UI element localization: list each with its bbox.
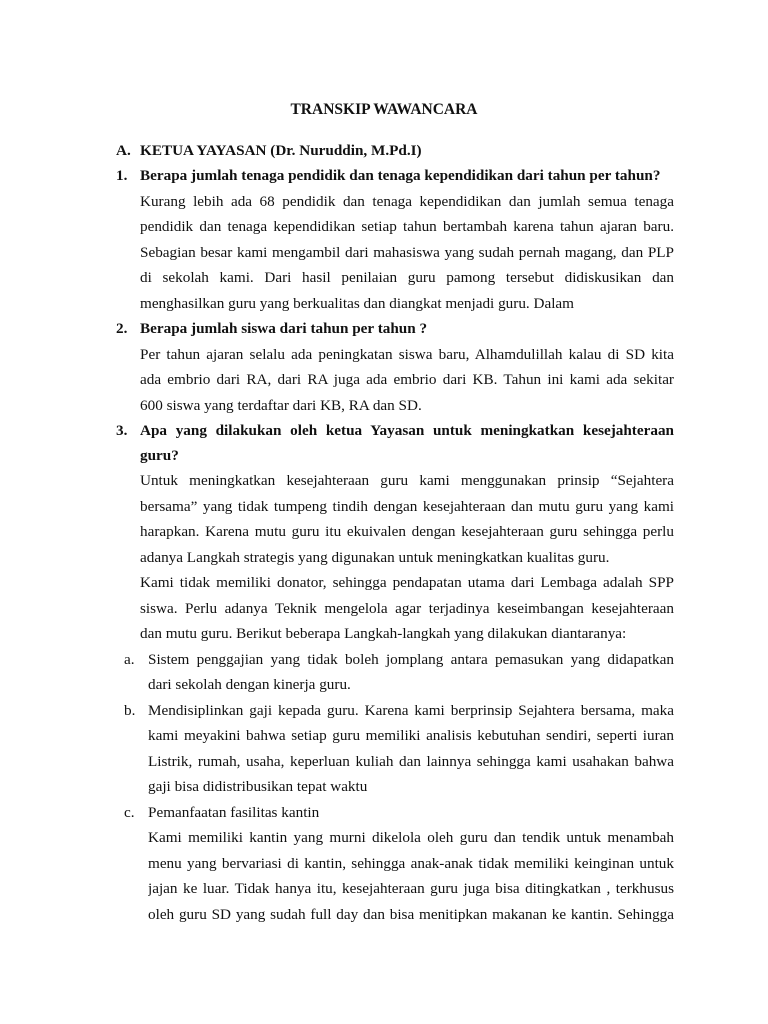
answer-2-line (0, 371, 768, 391)
list-item-label: a. (124, 651, 135, 668)
list-item-b-continued (0, 778, 768, 798)
answer-line: bersama” yang tidak tumpeng tindih dengan kesejahteraan dan mutu guru yang kami (140, 498, 674, 515)
question-3-continued (0, 447, 768, 467)
list-item-b (0, 702, 768, 722)
list-item-a-continued (0, 676, 768, 696)
answer-1-line (0, 193, 768, 213)
answer-3-line (0, 472, 768, 492)
question-text: guru? (140, 447, 179, 464)
answer-3-line (0, 600, 768, 620)
question-2 (0, 320, 768, 340)
answer-2-line (0, 346, 768, 366)
list-item-c-continued (0, 829, 768, 849)
answer-line: di sekolah kami. Dari hasil penilaian guru pamong tersebut didiskusikan dan (140, 269, 674, 286)
list-item-a (0, 651, 768, 671)
list-item-line: jajan ke luar. Tidak hanya itu, kesejahteraan guru juga bisa ditingkatkan , terkhusus (148, 880, 674, 897)
answer-1-line (0, 295, 768, 315)
document-title: TRANSKIP WAWANCARA (290, 101, 478, 118)
question-text: Berapa jumlah tenaga pendidik dan tenaga kependidikan dari tahun per tahun? (140, 167, 661, 184)
list-item-line: Mendisiplinkan gaji kepada guru. Karena kami berprinsip Sejahtera bersama, maka (148, 702, 674, 719)
question-3 (0, 422, 768, 442)
answer-2-line (0, 397, 768, 417)
answer-3-line (0, 498, 768, 518)
answer-3-line (0, 625, 768, 645)
question-number: 1. (116, 167, 128, 184)
answer-line: adanya Langkah strategis yang digunakan untuk meningkatkan kualitas guru. (140, 549, 610, 566)
section-a-heading (0, 142, 768, 162)
answer-line: Kami tidak memiliki donator, sehingga pendapatan utama dari Lembaga adalah SPP (140, 574, 674, 591)
answer-1-line (0, 269, 768, 289)
answer-line: Sebagian besar kami mengambil dari mahasiswa yang sudah pernah magang, dan PLP (140, 244, 674, 261)
answer-3-line (0, 574, 768, 594)
list-item-b-continued (0, 727, 768, 747)
list-item-b-continued (0, 753, 768, 773)
answer-line: siswa. Perlu adanya Teknik mengelola agar terjadinya keseimbangan kesejahteraan (140, 600, 674, 617)
answer-line: pendidik dan tenaga kependidikan setiap tahun bertambah karena tahun ajaran baru. (140, 218, 674, 235)
list-item-line: menu yang bervariasi di kantin, sehingga anak-anak tidak memiliki keinginan untuk (148, 855, 674, 872)
list-item-c-continued (0, 855, 768, 875)
list-item-label: b. (124, 702, 136, 719)
answer-line: Kurang lebih ada 68 pendidik dan tenaga kependidikan dan jumlah semua tenaga (140, 193, 674, 210)
answer-line: Untuk meningkatkan kesejahteraan guru kami menggunakan prinsip “Sejahtera (140, 472, 674, 489)
answer-1-line (0, 244, 768, 264)
question-number: 3. (116, 422, 128, 439)
list-item-label: c. (124, 804, 135, 821)
list-item-line: Pemanfaatan fasilitas kantin (148, 804, 320, 821)
list-item-line: gaji bisa didistribusikan tepat waktu (148, 778, 368, 795)
list-item-line: oleh guru SD yang sudah full day dan bisa menitipkan makanan ke kantin. Sehingga (148, 906, 674, 923)
answer-line: dan mutu guru. Berikut beberapa Langkah-langkah yang dilakukan diantaranya: (140, 625, 627, 642)
question-1 (0, 167, 768, 187)
answer-line: menghasilkan guru yang berkualitas dan diangkat menjadi guru. Dalam (140, 295, 574, 312)
answer-3-line (0, 523, 768, 543)
section-label: A. (116, 142, 131, 159)
question-number: 2. (116, 320, 128, 337)
answer-line: ada embrio dari RA, dari RA juga ada embrio dari KB. Tahun ini kami ada sekitar (140, 371, 674, 388)
answer-line: harapkan. Karena mutu guru itu ekuivalen dengan kesejahteraan guru sehingga perlu (140, 523, 674, 540)
answer-line: Per tahun ajaran selalu ada peningkatan siswa baru, Alhamdulillah kalau di SD kita (140, 346, 674, 363)
list-item-line: Kami memiliki kantin yang murni dikelola oleh guru dan tendik untuk menambah (148, 829, 674, 846)
section-title: KETUA YAYASAN (Dr. Nuruddin, M.Pd.I) (140, 142, 422, 159)
question-text: Apa yang dilakukan oleh ketua Yayasan untuk meningkatkan kesejahteraan (140, 422, 674, 439)
list-item-c (0, 804, 768, 824)
answer-1-line (0, 218, 768, 238)
list-item-line: Listrik, rumah, usaha, keperluan kuliah dan lainnya sehingga kami usahakan bahwa (148, 753, 674, 770)
list-item-line: Sistem penggajian yang tidak boleh jomplang antara pemasukan yang didapatkan (148, 651, 674, 668)
list-item-c-continued (0, 906, 768, 926)
answer-3-line (0, 549, 768, 569)
question-text: Berapa jumlah siswa dari tahun per tahun ? (140, 320, 428, 337)
answer-line: 600 siswa yang terdaftar dari KB, RA dan SD. (140, 397, 422, 414)
list-item-line: dari sekolah dengan kinerja guru. (148, 676, 351, 693)
list-item-c-continued (0, 880, 768, 900)
list-item-line: kami meyakini bahwa setiap guru memiliki analisis kebutuhan sendiri, seperti iuran (148, 727, 674, 744)
